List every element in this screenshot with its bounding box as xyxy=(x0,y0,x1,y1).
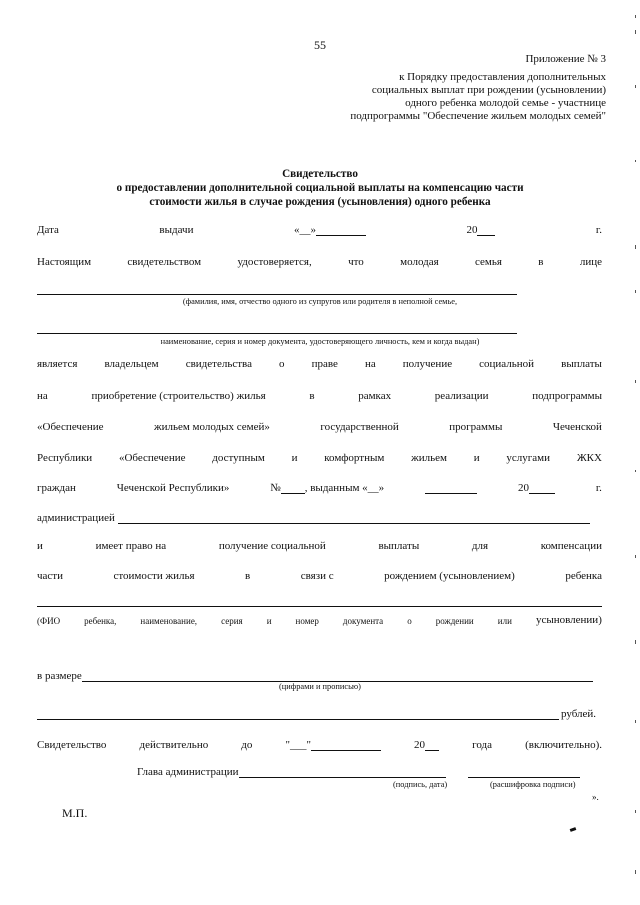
amount-input-line[interactable] xyxy=(82,670,593,682)
citizens-row xyxy=(37,480,602,494)
id-document-input-line[interactable] xyxy=(37,333,517,334)
certify-word: лице xyxy=(579,256,602,268)
body-word: о xyxy=(279,358,285,370)
scan-edge-mark xyxy=(635,30,636,34)
body-word: государственной xyxy=(320,421,399,433)
body-word: жильем xyxy=(411,452,447,464)
scan-edge-mark xyxy=(635,810,636,813)
body-word: имеет право на xyxy=(95,540,167,552)
certificate-number-field[interactable]: № , выданным «__» xyxy=(270,482,385,494)
head-signature-line[interactable] xyxy=(239,766,446,778)
body-word: стоимости жилья xyxy=(113,570,195,582)
administration-input-line[interactable] xyxy=(118,512,590,524)
body-word: Чеченской xyxy=(552,421,602,433)
issue-label: выдачи xyxy=(159,224,194,236)
body-word: на xyxy=(37,390,48,402)
appendix-line: одного ребенка молодой семье - участнице xyxy=(405,97,606,109)
body-word: услугами xyxy=(506,452,551,464)
scan-edge-mark xyxy=(635,85,636,88)
signature-decoding-caption: (расшифровка подписи) xyxy=(490,780,576,789)
scan-edge-mark xyxy=(635,720,636,723)
valid-until-date-field[interactable]: "___" xyxy=(285,739,380,751)
scan-edge-mark xyxy=(635,870,636,874)
body-word: приобретение (строительство) жилья xyxy=(91,390,266,402)
date-row xyxy=(37,222,602,236)
title-line-3: стоимости жилья в случае рождения (усыновления) одного ребенка xyxy=(149,196,491,208)
body-row xyxy=(37,356,602,370)
amount-label: в размере xyxy=(37,670,82,682)
fio-input-line[interactable] xyxy=(37,294,517,295)
appendix-line: подпрограммы "Обеспечение жильем молодых семей" xyxy=(350,110,606,122)
body-row xyxy=(37,388,602,402)
body-word: комфортным xyxy=(324,452,385,464)
caption-word: о xyxy=(407,616,412,626)
date-label: Дата xyxy=(37,224,59,236)
certify-word: молодая xyxy=(400,256,439,268)
body-word: получение социальной xyxy=(218,540,326,552)
title-line-2: о предоставлении дополнительной социальной выплаты на компенсацию части xyxy=(116,182,524,194)
body-word: получение xyxy=(402,358,453,370)
caption-word: усыновлении) xyxy=(535,614,602,626)
validity-row xyxy=(37,737,602,751)
body-word: ребенка xyxy=(565,570,602,582)
signature-decoding-line[interactable] xyxy=(468,766,580,778)
child-input-line[interactable] xyxy=(37,606,602,607)
body-word: социальной xyxy=(479,358,535,370)
rubles-label: рублей. xyxy=(561,708,597,720)
head-signature-row xyxy=(137,766,580,778)
certify-word: в xyxy=(538,256,544,268)
certify-row xyxy=(37,254,602,268)
body-word: Чеченской Республики» xyxy=(116,482,230,494)
body-word: программы xyxy=(449,421,503,433)
id-document-caption: наименование, серия и номер документа, удостоверяющего личность, кем и когда выдан) xyxy=(160,337,480,346)
certify-word: что xyxy=(348,256,364,268)
caption-word: наименование, xyxy=(140,616,198,626)
scan-edge-mark xyxy=(635,245,636,249)
date-year-field[interactable]: 20 xyxy=(466,224,495,236)
caption-word: номер xyxy=(295,616,319,626)
part-row xyxy=(37,568,602,582)
title-line-1: Свидетельство xyxy=(282,168,358,180)
caption-word: (ФИО xyxy=(37,616,61,626)
body-word: года xyxy=(472,739,493,751)
scan-edge-mark xyxy=(635,290,636,293)
body-word: части xyxy=(37,570,63,582)
stamp-place-label: М.П. xyxy=(62,806,88,820)
caption-word: серия xyxy=(221,616,243,626)
right-row xyxy=(37,538,602,552)
head-label: Глава администрации xyxy=(137,766,239,778)
caption-word: и xyxy=(266,616,272,626)
body-word: свидетельства xyxy=(185,358,252,370)
body-row xyxy=(37,419,602,433)
fio-caption: (фамилия, имя, отчество одного из супругов или родителя в неполной семье, xyxy=(182,297,458,306)
body-word: связи с xyxy=(300,570,334,582)
appendix-line: социальных выплат при рождении (усыновлении) xyxy=(371,84,606,96)
body-word: и xyxy=(291,452,298,464)
body-word: Республики xyxy=(37,452,93,464)
scan-edge-mark xyxy=(635,640,636,644)
body-word: жильем молодых семей» xyxy=(153,421,270,433)
body-word: рождением (усыновлением) xyxy=(384,570,515,582)
body-word: доступным xyxy=(212,452,265,464)
signature-closing: ». xyxy=(592,792,599,802)
year-suffix: г. xyxy=(595,482,602,494)
amount-row xyxy=(37,668,602,682)
body-word: и xyxy=(473,452,480,464)
body-row xyxy=(37,450,602,464)
issue-month-field[interactable] xyxy=(425,482,477,494)
caption-word: документа xyxy=(342,616,384,626)
body-word: (включительно). xyxy=(525,739,602,751)
rubles-row xyxy=(37,706,602,720)
date-day-field[interactable]: «__» xyxy=(294,224,366,236)
body-word: рамках xyxy=(358,390,392,402)
scan-edge-mark xyxy=(635,160,636,162)
certify-word: Настоящим xyxy=(37,256,92,268)
signature-caption: (подпись, дата) xyxy=(393,780,448,789)
scan-edge-mark xyxy=(635,470,636,472)
child-caption xyxy=(37,612,602,626)
body-word: для xyxy=(471,540,489,552)
body-word: ЖКХ xyxy=(576,452,602,464)
caption-word: ребенка, xyxy=(84,616,117,626)
scan-edge-mark xyxy=(635,555,636,558)
body-word: компенсации xyxy=(540,540,602,552)
body-word: является xyxy=(37,358,78,370)
body-word: владельцем xyxy=(104,358,159,370)
scan-edge-mark xyxy=(635,15,636,18)
amount-caption: (цифрами и прописью) xyxy=(279,682,361,691)
body-word: подпрограммы xyxy=(532,390,602,402)
body-word: граждан xyxy=(37,482,76,494)
body-word: и xyxy=(37,540,43,552)
issue-year-field[interactable]: 20 xyxy=(518,482,555,494)
body-word: «Обеспечение xyxy=(37,421,104,433)
body-word: до xyxy=(241,739,253,751)
body-word: реализации xyxy=(434,390,489,402)
appendix-line: к Порядку предоставления дополнительных xyxy=(399,71,606,83)
valid-until-year-field[interactable]: 20 xyxy=(414,739,439,751)
administration-row xyxy=(37,510,602,524)
body-word: праве xyxy=(311,358,338,370)
body-word: выплаты xyxy=(378,540,420,552)
body-word: в xyxy=(245,570,251,582)
certify-word: удостоверяется, xyxy=(237,256,312,268)
ink-mark xyxy=(570,827,577,832)
body-word: на xyxy=(364,358,376,370)
body-word: в xyxy=(309,390,315,402)
administration-label: администрацией xyxy=(37,512,115,524)
caption-word: рождении xyxy=(435,616,474,626)
certify-word: свидетельством xyxy=(127,256,202,268)
amount-words-input-line[interactable] xyxy=(37,708,559,720)
body-word: Свидетельство xyxy=(37,739,107,751)
caption-word: или xyxy=(497,616,512,626)
scan-edge-mark xyxy=(635,380,636,383)
certify-word: семья xyxy=(475,256,502,268)
body-word: «Обеспечение xyxy=(118,452,186,464)
body-word: выплаты xyxy=(561,358,602,370)
year-suffix: г. xyxy=(595,224,602,236)
appendix-label: Приложение № 3 xyxy=(525,53,606,65)
body-word: действительно xyxy=(139,739,209,751)
page-number: 55 xyxy=(314,38,326,52)
